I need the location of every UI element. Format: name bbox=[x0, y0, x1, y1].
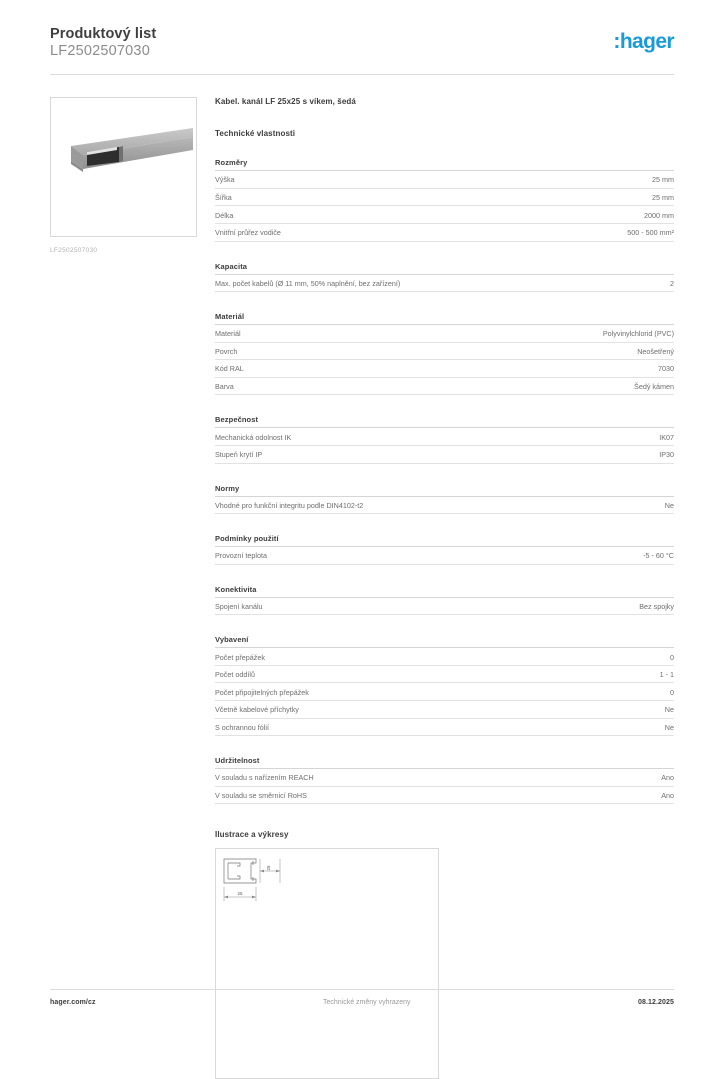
title-block bbox=[50, 26, 156, 60]
spec-label: Mechanická odolnost IK bbox=[215, 432, 292, 442]
spec-label: Kód RAL bbox=[215, 364, 244, 374]
dimension-height-label: 25 bbox=[266, 865, 271, 871]
spec-label: Počet oddílů bbox=[215, 670, 255, 680]
spec-label: Max. počet kabelů (Ø 11 mm, 50% naplnění, bez zařízení) bbox=[215, 278, 401, 288]
spec-row bbox=[215, 275, 674, 293]
spec-value: 2000 mm bbox=[644, 210, 674, 220]
spec-row bbox=[215, 428, 674, 446]
spec-row bbox=[215, 719, 674, 737]
spec-group-title: Konektivita bbox=[215, 585, 674, 598]
product-image-column bbox=[50, 97, 215, 1079]
spec-value: Bez spojky bbox=[639, 601, 674, 611]
spec-group bbox=[215, 534, 674, 565]
spec-value: Ano bbox=[661, 773, 674, 783]
product-image-caption: LF2502507030 bbox=[50, 247, 98, 255]
footer-divider bbox=[50, 989, 674, 990]
spec-group bbox=[215, 585, 674, 616]
spec-row bbox=[215, 787, 674, 805]
spec-group bbox=[215, 262, 674, 293]
spec-value: 500 - 500 mm² bbox=[627, 228, 674, 238]
spec-group-title: Vybavení bbox=[215, 635, 674, 648]
spec-group bbox=[215, 415, 674, 463]
spec-group bbox=[215, 312, 674, 395]
spec-row bbox=[215, 547, 674, 565]
spec-row bbox=[215, 171, 674, 189]
spec-label: Spojení kanálu bbox=[215, 601, 263, 611]
spec-group-title: Kapacita bbox=[215, 262, 674, 275]
spec-row bbox=[215, 378, 674, 396]
spec-value: 7030 bbox=[658, 364, 674, 374]
spec-label: Délka bbox=[215, 210, 234, 220]
spec-row bbox=[215, 648, 674, 666]
page-title: Produktový list bbox=[50, 26, 157, 42]
spec-label: Barva bbox=[215, 382, 234, 392]
logo-colon-icon: : bbox=[613, 30, 620, 53]
spec-label: Včetně kabelové příchytky bbox=[215, 705, 299, 715]
spec-group-title: Materiál bbox=[215, 312, 674, 325]
spec-value: -5 - 60 °C bbox=[643, 551, 674, 561]
spec-label: Šířka bbox=[215, 192, 232, 202]
spec-value: 1 - 1 bbox=[659, 670, 674, 680]
spec-group-title: Bezpečnost bbox=[215, 415, 674, 428]
cross-section-drawing bbox=[220, 853, 340, 933]
spec-row bbox=[215, 325, 674, 343]
spec-row bbox=[215, 360, 674, 378]
spec-label: V souladu se směrnicí RoHS bbox=[215, 790, 307, 800]
spec-row bbox=[215, 224, 674, 242]
spec-group-title: Rozměry bbox=[215, 158, 674, 171]
spec-label: V souladu s nařízením REACH bbox=[215, 773, 314, 783]
spec-row bbox=[215, 701, 674, 719]
spec-value: 0 bbox=[670, 687, 674, 697]
spec-row bbox=[215, 666, 674, 684]
hager-logo bbox=[613, 26, 674, 54]
spec-label: Stupeň krytí IP bbox=[215, 450, 263, 460]
spec-value: Neošetřený bbox=[637, 346, 674, 356]
content-area bbox=[50, 97, 674, 1079]
document-reference: LF2502507030 bbox=[50, 43, 150, 60]
spec-label: S ochrannou fólií bbox=[215, 722, 269, 732]
spec-label: Vhodné pro funkční integritu podle DIN4102-t2 bbox=[215, 500, 364, 510]
product-image-frame bbox=[50, 97, 197, 237]
spec-group bbox=[215, 484, 674, 515]
logo-wordmark: hager bbox=[619, 30, 674, 53]
spec-value: Šedý kámen bbox=[634, 382, 674, 392]
spec-value: 25 mm bbox=[652, 192, 674, 202]
spec-row bbox=[215, 598, 674, 616]
spec-label: Počet připojitelných přepážek bbox=[215, 687, 309, 697]
spec-label: Povrch bbox=[215, 346, 238, 356]
spec-label: Provozní teplota bbox=[215, 551, 267, 561]
spec-group bbox=[215, 756, 674, 804]
footer-website[interactable]: hager.com/cz bbox=[50, 999, 96, 1006]
spec-label: Materiál bbox=[215, 329, 241, 339]
spec-value: IK07 bbox=[659, 432, 674, 442]
spec-row bbox=[215, 683, 674, 701]
spec-row bbox=[215, 446, 674, 464]
spec-value: 25 mm bbox=[652, 175, 674, 185]
product-name: Kabel. kanál LF 25x25 s víkem, šedá bbox=[215, 97, 356, 107]
footer-disclaimer: Technické změny vyhrazeny bbox=[322, 999, 411, 1006]
spec-label: Počet přepážek bbox=[215, 652, 265, 662]
product-photo-trunking bbox=[57, 128, 193, 178]
spec-label: Vnitřní průřez vodiče bbox=[215, 228, 281, 238]
spec-value: Ne bbox=[664, 705, 674, 715]
spec-row bbox=[215, 206, 674, 224]
spec-value: Ne bbox=[664, 722, 674, 732]
technical-properties-heading: Technické vlastnosti bbox=[215, 129, 296, 139]
spec-value: Polyvinylchlorid (PVC) bbox=[602, 329, 674, 339]
spec-value: IP30 bbox=[659, 450, 674, 460]
header-divider bbox=[50, 74, 674, 75]
page-footer bbox=[50, 989, 674, 1006]
spec-label: Výška bbox=[215, 175, 235, 185]
spec-group-title: Normy bbox=[215, 484, 674, 497]
footer-date: 08.12.2025 bbox=[637, 999, 674, 1006]
drawings-heading: Ilustrace a výkresy bbox=[215, 830, 289, 840]
page-header bbox=[50, 0, 674, 60]
spec-group-title: Podmínky použití bbox=[215, 534, 674, 547]
spec-value: 0 bbox=[670, 652, 674, 662]
spec-row bbox=[215, 343, 674, 361]
spec-group bbox=[215, 635, 674, 736]
dimension-width-label: 25 bbox=[237, 891, 243, 897]
spec-groups bbox=[215, 158, 674, 804]
specifications-column bbox=[215, 97, 674, 1079]
technical-drawing-frame bbox=[215, 848, 439, 1079]
spec-group-title: Udržitelnost bbox=[215, 756, 674, 769]
spec-row bbox=[215, 497, 674, 515]
spec-value: 2 bbox=[670, 278, 674, 288]
spec-row bbox=[215, 769, 674, 787]
product-figure bbox=[50, 97, 197, 254]
spec-value: Ano bbox=[661, 790, 674, 800]
spec-group bbox=[215, 158, 674, 241]
spec-row bbox=[215, 189, 674, 207]
spec-value: Ne bbox=[664, 500, 674, 510]
